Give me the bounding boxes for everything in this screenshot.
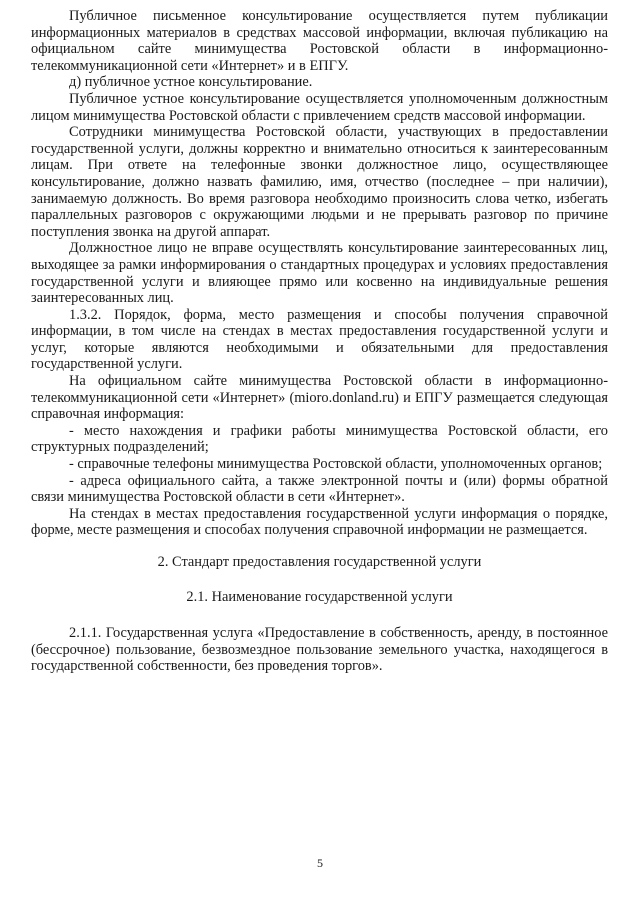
paragraph-reference-info-procedure: 1.3.2. Порядок, форма, место размещения и способы получения справочной информации, в том числе на стендах в местах предоставления государственной услуги и услуг, которые являются необходимыми и обязательными для предоставления государственной услуги.	[31, 306, 608, 373]
page-number: 5	[317, 856, 323, 870]
list-item-addresses: - адреса официального сайта, а также электронной почты и (или) формы обратной связи минимущества Ростовской области в сети «Интернет».	[31, 472, 608, 506]
paragraph-public-oral-consulting: Публичное устное консультирование осуществляется уполномоченным должностным лицом минимущества Ростовской области с привлечением средств массовой информации.	[31, 90, 608, 124]
subsection-heading: 2.1. Наименование государственной услуги	[186, 588, 453, 605]
paragraph-public-oral-consulting-item: д) публичное устное консультирование.	[69, 74, 313, 91]
paragraph-stands-info: На стендах в местах предоставления государственной услуги информация о порядке, форме, месте размещения и способах получения справочной информации не размещается.	[31, 505, 608, 539]
section-heading: 2. Стандарт предоставления государственной услуги	[157, 554, 482, 570]
paragraph-public-written-consulting: Публичное письменное консультирование осуществляется путем публикации информационных материалов в средствах массовой информации, включая публикацию на официальном сайте минимущества Ростовской области в информационно-телекоммуникационной сети «Интернет» и в ЕПГУ.	[31, 8, 608, 74]
paragraph-official-site-info: На официальном сайте минимущества Ростовской области в информационно-телекоммуникационной сети «Интернет» (mioro.donland.ru) и ЕПГУ размещается следующая справочная информация:	[31, 373, 608, 423]
paragraph-service-name: 2.1.1. Государственная услуга «Предоставление в собственность, аренду, в постоянное (бессрочное) пользование, безвозмездное пользование земельного участка, находящегося в государственной собственности, без проведения торгов».	[31, 625, 608, 675]
paragraph-staff-conduct: Сотрудники минимущества Ростовской области, участвующих в предоставлении государственной услуги, должны корректно и внимательно относиться к заинтересованным лицам. При ответе на телефонные звонки должностное лицо, осуществляющее консультирование, должно назвать фамилию, имя, отчество (последнее – при наличии), занимаемую должность. Во время разговора необходимо произносить слова четко, избегать параллельных разговоров с окружающими людьми и не прерывать разговор по причине поступления звонка на другой аппарат.	[31, 124, 608, 240]
list-item-location-schedule: - место нахождения и графики работы минимущества Ростовской области, его структурных подразделений;	[31, 422, 608, 456]
paragraph-official-restrictions: Должностное лицо не вправе осуществлять консультирование заинтересованных лиц, выходящее за рамки информирования о стандартных процедурах и условиях предоставления государственной услуги и влияющее прямо или косвенно на индивидуальные решения заинтересованных лиц.	[31, 240, 608, 307]
list-item-phones: - справочные телефоны минимущества Ростовской области, уполномоченных органов;	[69, 456, 603, 473]
document-page	[31, 8, 608, 675]
